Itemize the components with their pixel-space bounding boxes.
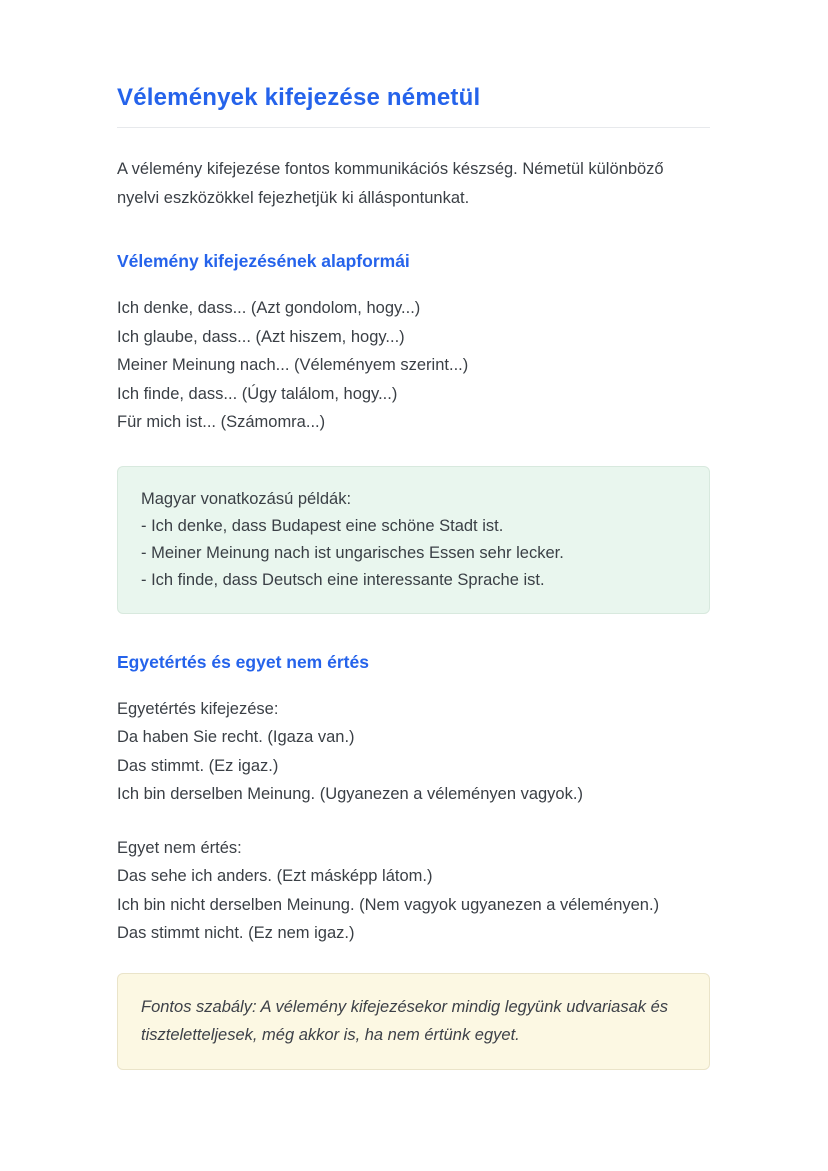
example-item: - Meiner Meinung nach ist ungarisches Essen sehr lecker. — [141, 543, 564, 562]
phrase-line: Ich finde, dass... (Úgy találom, hogy...) — [117, 384, 398, 403]
phrase-line: Das stimmt nicht. (Ez nem igaz.) — [117, 924, 355, 942]
phrase-line: Ich bin derselben Meinung. (Ugyanezen a véleményen vagyok.) — [117, 785, 583, 803]
hungarian-examples-box — [117, 466, 710, 614]
disagree-phrase-list — [117, 834, 710, 948]
example-item: - Ich finde, dass Deutsch eine interessante Sprache ist. — [141, 570, 545, 589]
phrase-line: Meiner Meinung nach... (Véleményem szerint...) — [117, 356, 469, 374]
example-box-title: Magyar vonatkozású példák: — [141, 489, 352, 508]
agree-phrase-list — [117, 695, 710, 809]
important-rule-box — [117, 973, 710, 1070]
phrase-list-basics — [117, 294, 710, 437]
phrase-line: Für mich ist... (Számomra...) — [117, 413, 326, 431]
disagree-list-title: Egyet nem értés: — [117, 838, 242, 857]
phrase-line: Das sehe ich anders. (Ezt másképp látom.) — [117, 867, 433, 885]
phrase-line: Da haben Sie recht. (Igaza van.) — [117, 728, 355, 746]
phrase-line: Ich bin nicht derselben Meinung. (Nem vagyok ugyanezen a véleményen.) — [117, 895, 660, 914]
section-heading-basics: Vélemény kifejezésének alapformái — [117, 251, 410, 271]
agree-list-title: Egyetértés kifejezése: — [117, 699, 279, 718]
phrase-line: Ich denke, dass... (Azt gondolom, hogy...) — [117, 299, 421, 317]
example-item: - Ich denke, dass Budapest eine schöne Stadt ist. — [141, 516, 504, 535]
rule-text: Fontos szabály: A vélemény kifejezésekor mindig legyünk udvariasak és tiszteletteljesek, még akkor is, ha nem értünk egyet. — [141, 997, 673, 1044]
phrase-line: Das stimmt. (Ez igaz.) — [117, 756, 279, 775]
intro-paragraph: A vélemény kifejezése fontos kommunikációs készség. Németül különböző nyelvi eszközökkel fejezhetjük ki álláspontunkat. — [117, 160, 664, 207]
phrase-line: Ich glaube, dass... (Azt hiszem, hogy...) — [117, 327, 405, 346]
section-heading-agreement: Egyetértés és egyet nem értés — [117, 651, 369, 672]
page-title: Vélemények kifejezése németül — [117, 84, 710, 128]
